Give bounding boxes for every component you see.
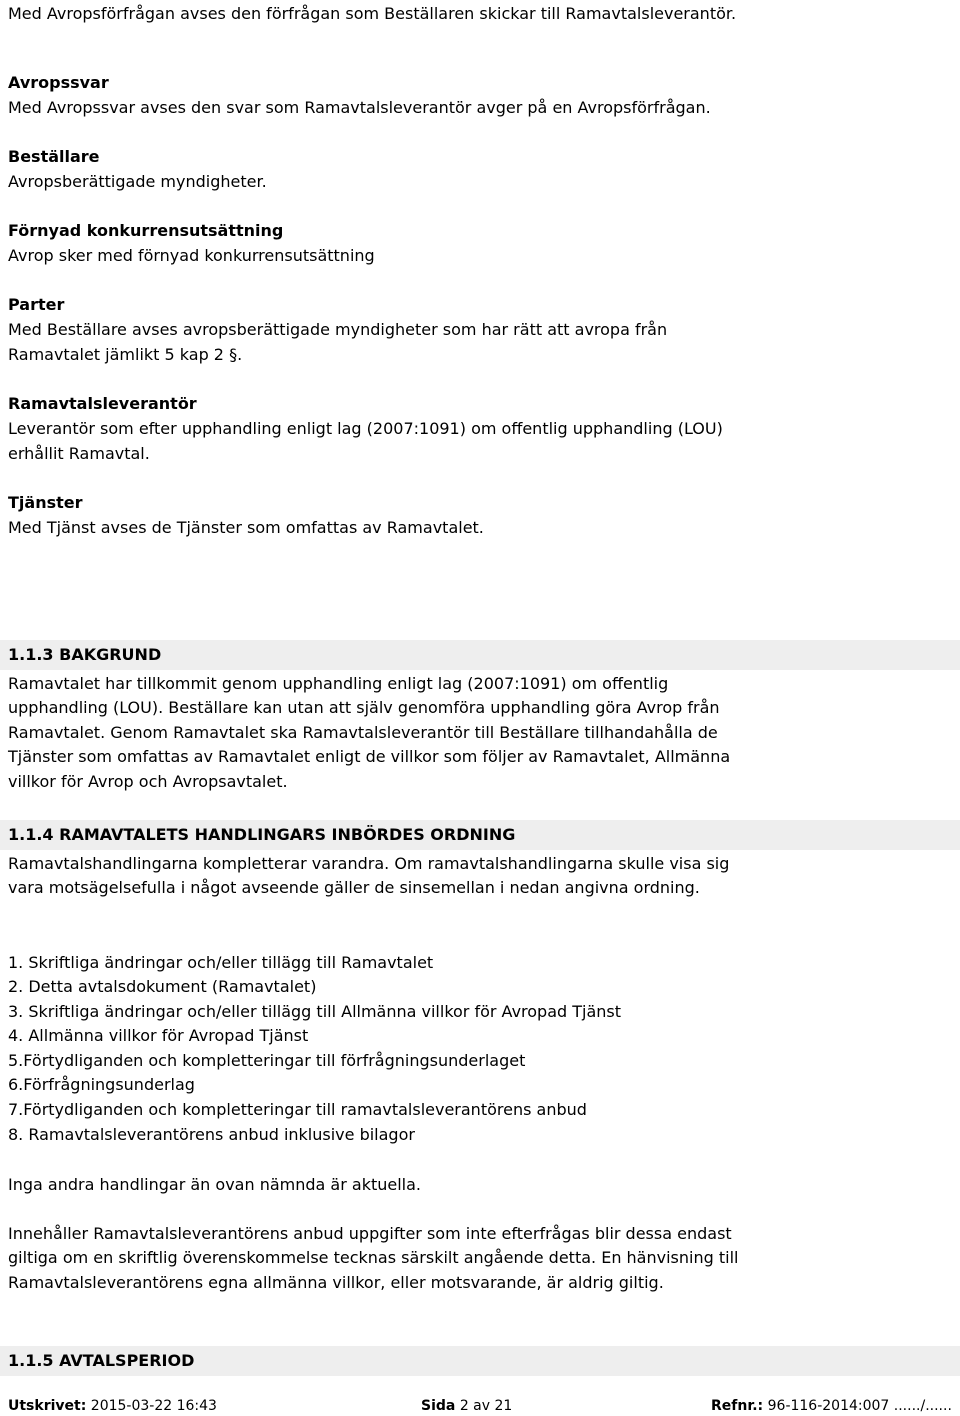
definition-bestallare: Avropsberättigade myndigheter. — [8, 172, 267, 191]
definition-tjanster: Med Tjänst avses de Tjänster som omfattas av Ramavtalet. — [8, 518, 484, 537]
order-list-item: 7.Förtydliganden och kompletteringar till ramavtalsleverantörens anbud — [8, 1100, 587, 1119]
page-footer — [0, 1396, 960, 1416]
printed-label: Utskrivet: — [8, 1398, 87, 1414]
term-parter: Parter — [8, 295, 65, 314]
page-number — [421, 1396, 512, 1416]
definition-ramavtalsleverantor-line: erhållit Ramavtal. — [8, 444, 150, 463]
term-tjanster: Tjänster — [8, 493, 83, 512]
paragraph-line: giltiga om en skriftlig överenskommelse tecknas särskilt angående detta. En hänvisning till — [8, 1248, 739, 1267]
paragraph-line: Ramavtalet. Genom Ramavtalet ska Ramavtalsleverantör till Beställare tillhandahålla de — [8, 723, 718, 742]
ref-value: 96-116-2014:007 ....../...... — [767, 1398, 952, 1414]
term-fornyad-konkurrensutsattning: Förnyad konkurrensutsättning — [8, 221, 284, 240]
definition-ramavtalsleverantor-line: Leverantör som efter upphandling enligt lag (2007:1091) om offentlig upphandling (LOU) — [8, 419, 723, 438]
ref-label: Refnr.: — [711, 1398, 764, 1414]
term-bestallare: Beställare — [8, 147, 100, 166]
term-avropssvar: Avropssvar — [8, 73, 109, 92]
order-list-item: 1. Skriftliga ändringar och/eller tillägg till Ramavtalet — [8, 953, 434, 972]
paragraph-line: Ramavtalsleverantörens egna allmänna villkor, eller motsvarande, är aldrig giltig. — [8, 1273, 664, 1292]
order-list-item: 2. Detta avtalsdokument (Ramavtalet) — [8, 977, 317, 996]
printed-date — [8, 1396, 217, 1416]
reference-number — [711, 1396, 952, 1416]
definition-avropssvar: Med Avropssvar avses den svar som Ramavtalsleverantör avger på en Avropsförfrågan. — [8, 98, 711, 117]
order-list-item: 6.Förfrågningsunderlag — [8, 1075, 195, 1094]
section-heading-handlingars-ordning — [0, 820, 960, 850]
page-value: 2 av 21 — [459, 1398, 513, 1414]
paragraph-line: Ramavtalshandlingarna kompletterar varandra. Om ramavtalshandlingarna skulle visa sig — [8, 854, 730, 873]
printed-value: 2015-03-22 16:43 — [90, 1398, 217, 1414]
order-list-item: 4. Allmänna villkor för Avropad Tjänst — [8, 1026, 309, 1045]
definition-fornyad-konkurrensutsattning: Avrop sker med förnyad konkurrensutsättning — [8, 246, 375, 265]
definition-parter-line: Ramavtalet jämlikt 5 kap 2 §. — [8, 345, 243, 364]
page-label: Sida — [421, 1398, 456, 1414]
paragraph-line: Ramavtalet har tillkommit genom upphandling enligt lag (2007:1091) om offentlig — [8, 674, 669, 693]
paragraph-line: Innehåller Ramavtalsleverantörens anbud uppgifter som inte efterfrågas blir dessa endast — [8, 1224, 732, 1243]
paragraph-line: vara motsägelsefulla i något avseende gäller de sinsemellan i nedan angivna ordning. — [8, 878, 700, 897]
paragraph-line: upphandling (LOU). Beställare kan utan att själv genomföra upphandling göra Avrop från — [8, 698, 720, 717]
order-list-item: 8. Ramavtalsleverantörens anbud inklusive bilagor — [8, 1125, 415, 1144]
order-list-item: 5.Förtydliganden och kompletteringar till förfrågningsunderlaget — [8, 1051, 526, 1070]
section-heading-text: 1.1.3 BAKGRUND — [8, 645, 162, 664]
paragraph-line: villkor för Avrop och Avropsavtalet. — [8, 772, 288, 791]
intro-text: Med Avropsförfrågan avses den förfrågan som Beställaren skickar till Ramavtalsleverantör. — [8, 4, 737, 23]
section-heading-avtalsperiod — [0, 1346, 960, 1376]
section-heading-bakgrund — [0, 640, 960, 670]
section-heading-text: 1.1.4 RAMAVTALETS HANDLINGARS INBÖRDES ORDNING — [8, 825, 516, 844]
note-text: Inga andra handlingar än ovan nämnda är aktuella. — [8, 1175, 421, 1194]
paragraph-line: Tjänster som omfattas av Ramavtalet enligt de villkor som följer av Ramavtalet, Allmänna — [8, 747, 731, 766]
order-list-item: 3. Skriftliga ändringar och/eller tillägg till Allmänna villkor för Avropad Tjänst — [8, 1002, 622, 1021]
term-ramavtalsleverantor: Ramavtalsleverantör — [8, 394, 197, 413]
definition-parter-line: Med Beställare avses avropsberättigade myndigheter som har rätt att avropa från — [8, 320, 668, 339]
section-heading-text: 1.1.5 AVTALSPERIOD — [8, 1351, 195, 1370]
